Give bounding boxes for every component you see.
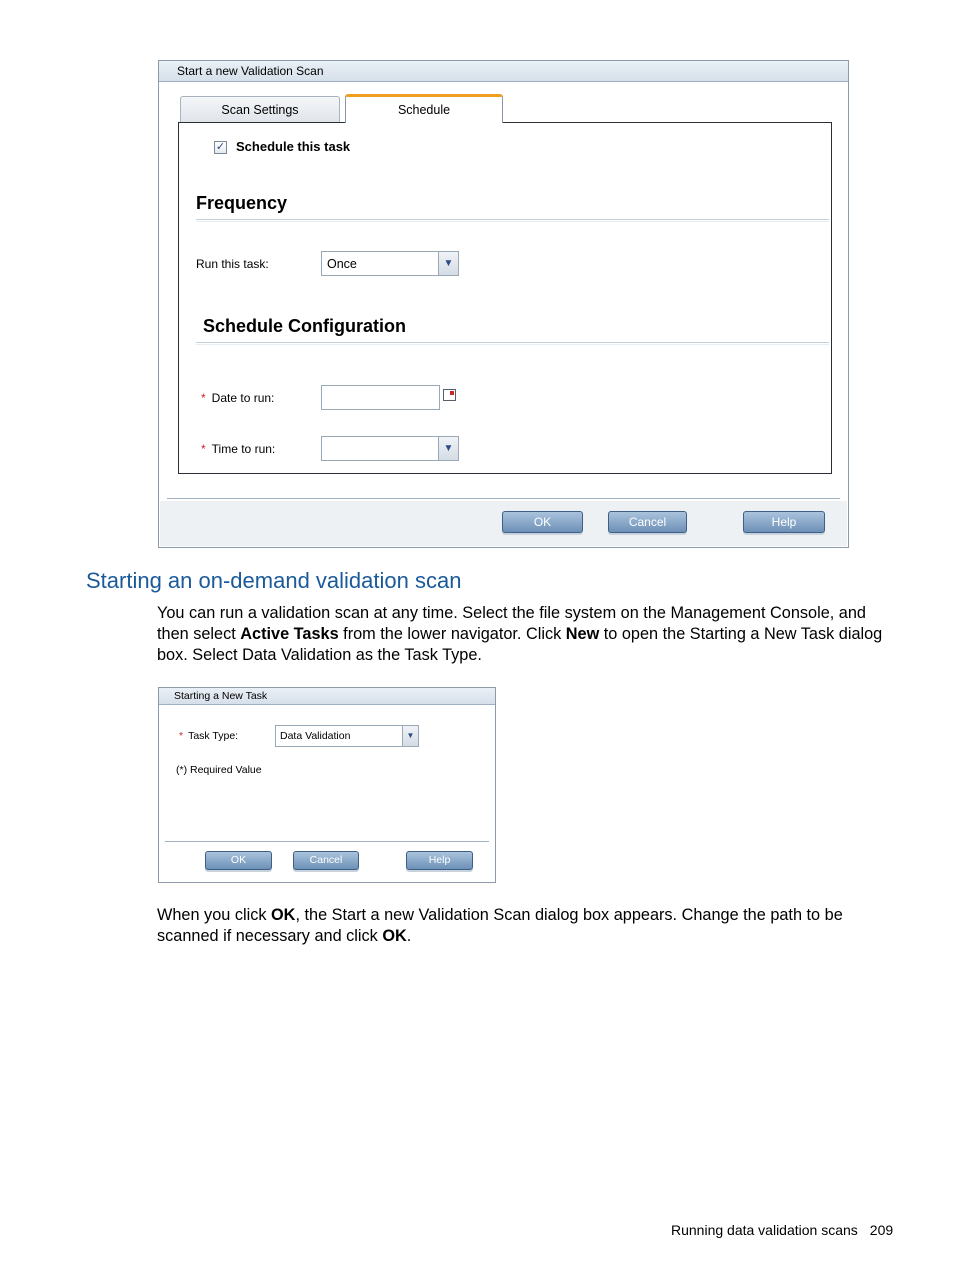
help-button[interactable]: Help <box>743 511 825 533</box>
required-note: (*) Required Value <box>176 764 262 776</box>
paragraph-on-demand <box>157 603 902 666</box>
para-text: When you click <box>157 906 272 924</box>
para-text: from the lower navigator. Click <box>338 625 566 643</box>
task-type-label-text: Task Type: <box>188 730 239 742</box>
required-mark: * <box>201 391 206 405</box>
para-text: You can run a validation scan at any time. Select the file system on the Management Console, and then select <box>157 604 866 643</box>
page-footer <box>671 1222 893 1238</box>
para-bold: OK <box>271 906 296 924</box>
new-task-dialog <box>158 687 496 883</box>
section-heading: Starting an on-demand validation scan <box>86 568 462 593</box>
time-to-run-select[interactable] <box>321 436 459 461</box>
chevron-down-icon[interactable]: ▼ <box>402 726 418 746</box>
footer-text: Running data validation scans <box>671 1222 858 1238</box>
run-task-label: Run this task: <box>196 257 269 271</box>
time-label-text: Time to run: <box>211 442 276 456</box>
task-type-value: Data Validation <box>280 730 351 742</box>
para-text: , the Start a new Validation Scan dialog box appears. Change the path to be scanned if necessary and click <box>157 906 843 945</box>
footer-divider <box>165 841 489 842</box>
para-text: to open the Starting a New Task dialog box. Select Data Validation as the Task Type. <box>157 625 883 664</box>
page-number: 209 <box>869 1222 894 1238</box>
schedule-config-heading: Schedule Configuration <box>203 316 407 336</box>
dialog-title: Start a new Validation Scan <box>159 61 848 82</box>
ok-button[interactable]: OK <box>205 851 272 870</box>
chevron-down-icon[interactable]: ▼ <box>438 252 458 275</box>
required-mark: * <box>179 730 184 742</box>
run-task-value: Once <box>327 257 357 271</box>
config-divider <box>196 342 829 343</box>
help-button[interactable]: Help <box>406 851 473 870</box>
para-text: . <box>406 927 412 945</box>
footer-divider <box>167 498 840 499</box>
date-label-text: Date to run: <box>211 391 275 405</box>
run-task-select[interactable] <box>321 251 459 276</box>
task-type-label <box>179 730 238 742</box>
cancel-button[interactable]: Cancel <box>608 511 687 533</box>
tab-schedule[interactable]: Schedule <box>345 94 503 123</box>
schedule-checkbox[interactable]: ✓ <box>215 141 226 153</box>
date-to-run-input[interactable] <box>321 385 440 410</box>
tab-scan-settings[interactable]: Scan Settings <box>180 96 340 123</box>
chevron-down-icon[interactable]: ▼ <box>438 437 458 460</box>
dialog-title: Starting a New Task <box>159 688 495 705</box>
calendar-icon[interactable] <box>441 385 459 408</box>
schedule-checkbox-label: Schedule this task <box>236 139 351 154</box>
frequency-divider <box>196 219 829 220</box>
ok-button[interactable]: OK <box>502 511 583 533</box>
task-type-select[interactable] <box>275 725 419 747</box>
validation-scan-dialog <box>158 60 849 548</box>
para-bold: Active Tasks <box>240 625 339 643</box>
date-to-run-label <box>201 391 274 405</box>
schedule-panel <box>178 122 832 474</box>
time-to-run-label <box>201 442 275 456</box>
paragraph-ok-click <box>157 905 902 947</box>
required-mark: * <box>201 442 206 456</box>
para-bold: OK <box>382 927 407 945</box>
frequency-heading: Frequency <box>196 193 288 213</box>
cancel-button[interactable]: Cancel <box>293 851 359 870</box>
para-bold: New <box>565 625 600 643</box>
